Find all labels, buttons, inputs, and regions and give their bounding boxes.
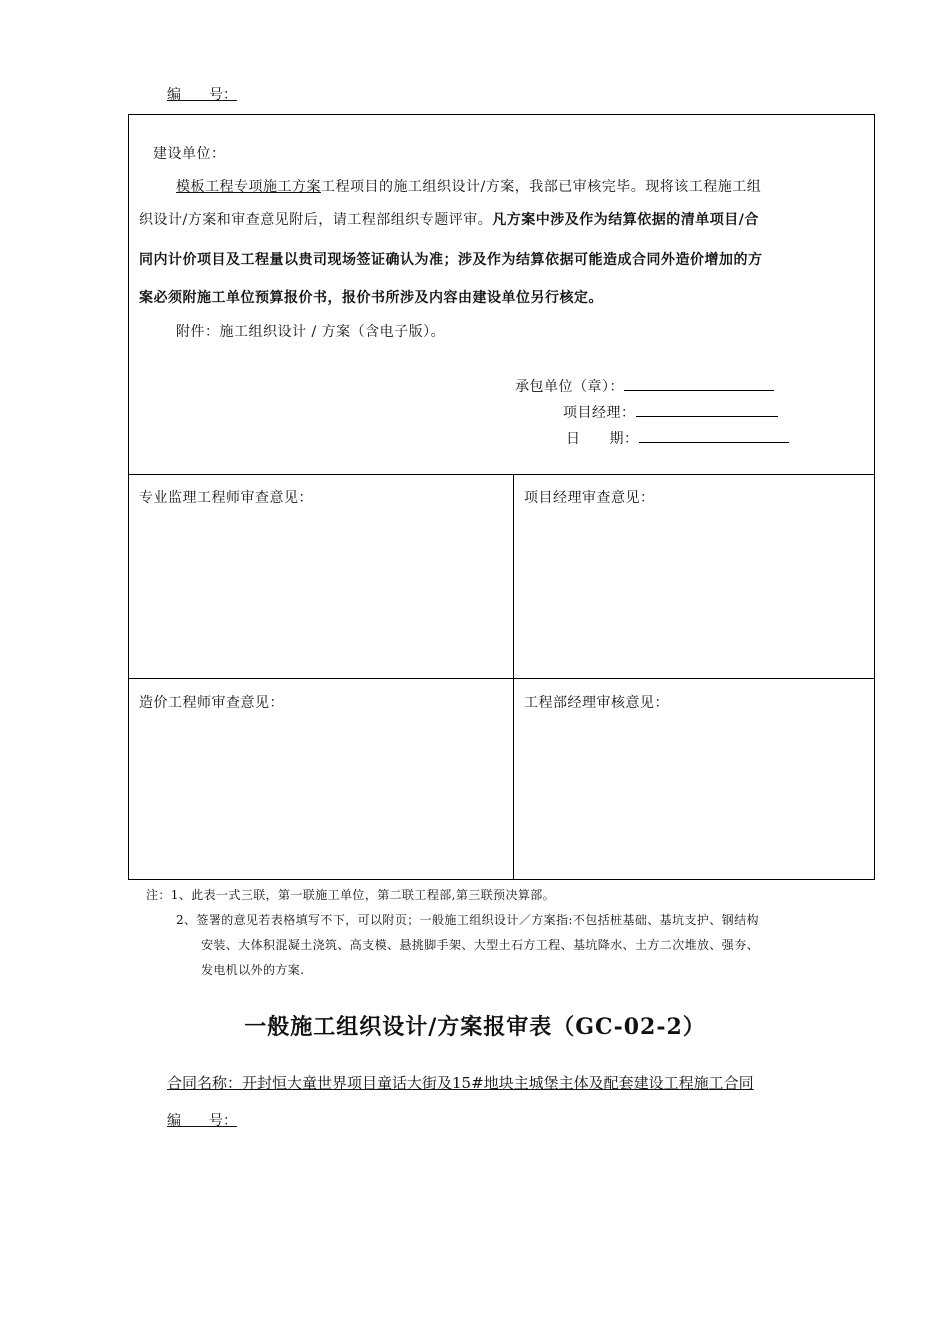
supervisor-review-label: 专业监理工程师审查意见： [139, 490, 313, 506]
column-divider [513, 474, 514, 880]
submission-line-2 [139, 210, 759, 230]
project-name: 模板工程专项施工方案 [176, 179, 321, 195]
manager-signature-row [563, 402, 778, 423]
date-field[interactable] [639, 428, 789, 443]
submission-line-1 [176, 177, 761, 197]
note-2-line-3: 发电机以外的方案. [201, 963, 305, 977]
form-title: 一般施工组织设计/方案报审表（GC-02-2） [244, 1014, 706, 1040]
attachment-note: 附件：施工组织设计 / 方案（含电子版）。 [176, 324, 446, 340]
date-row [566, 428, 789, 449]
project-manager-review-label: 项目经理审查意见： [524, 490, 655, 506]
contractor-signature-row [515, 376, 774, 397]
row-divider [129, 474, 874, 475]
contract-name: 合同名称：开封恒大童世界项目童话大街及15#地块主城堡主体及配套建设工程施工合同 [167, 1074, 754, 1092]
approval-form-table [128, 114, 875, 880]
project-manager-signature-field[interactable] [636, 402, 778, 417]
contractor-label: 承包单位（章）： [515, 379, 624, 395]
row-divider [129, 678, 874, 679]
cost-engineer-review-label: 造价工程师审查意见： [139, 695, 284, 711]
settlement-notice: 凡方案中涉及作为结算依据的清单项目/合 [492, 212, 759, 228]
settlement-notice-line-4: 案必须附施工单位预算报价书，报价书所涉及内容由建设单位另行核定。 [139, 290, 603, 306]
construction-unit-label: 建设单位： [153, 146, 226, 162]
settlement-notice-line-3: 同内计价项目及工程量以贵司现场签证确认为准；涉及作为结算依据可能造成合同外造价增加的方 [139, 252, 763, 268]
date-label: 日 期： [566, 431, 639, 447]
contractor-signature-field[interactable] [624, 376, 774, 391]
submission-text: 织设计/方案和审查意见附后，请工程部组织专题评审。 [139, 212, 493, 228]
dept-manager-review-label: 工程部经理审核意见： [524, 695, 669, 711]
note-2-line-2: 安装、大体积混凝土浇筑、高支模、悬挑脚手架、大型土石方工程、基坑降水、土方二次堆放、强夯、 [201, 938, 760, 952]
document-number-label: 编 号： [167, 87, 237, 103]
submission-text: 工程项目的施工组织设计/方案，我部已审核完毕。现将该工程施工组 [321, 179, 762, 195]
document-number-label-2: 编 号： [167, 1113, 237, 1129]
note-2-line-1: 2、签署的意见若表格填写不下，可以附页；一般施工组织设计／方案指:不包括桩基础、基坑支护、钢结构 [176, 913, 759, 927]
note-1: 注：1、此表一式三联，第一联施工单位，第二联工程部,第三联预决算部。 [146, 888, 556, 902]
project-manager-label: 项目经理： [563, 405, 636, 421]
